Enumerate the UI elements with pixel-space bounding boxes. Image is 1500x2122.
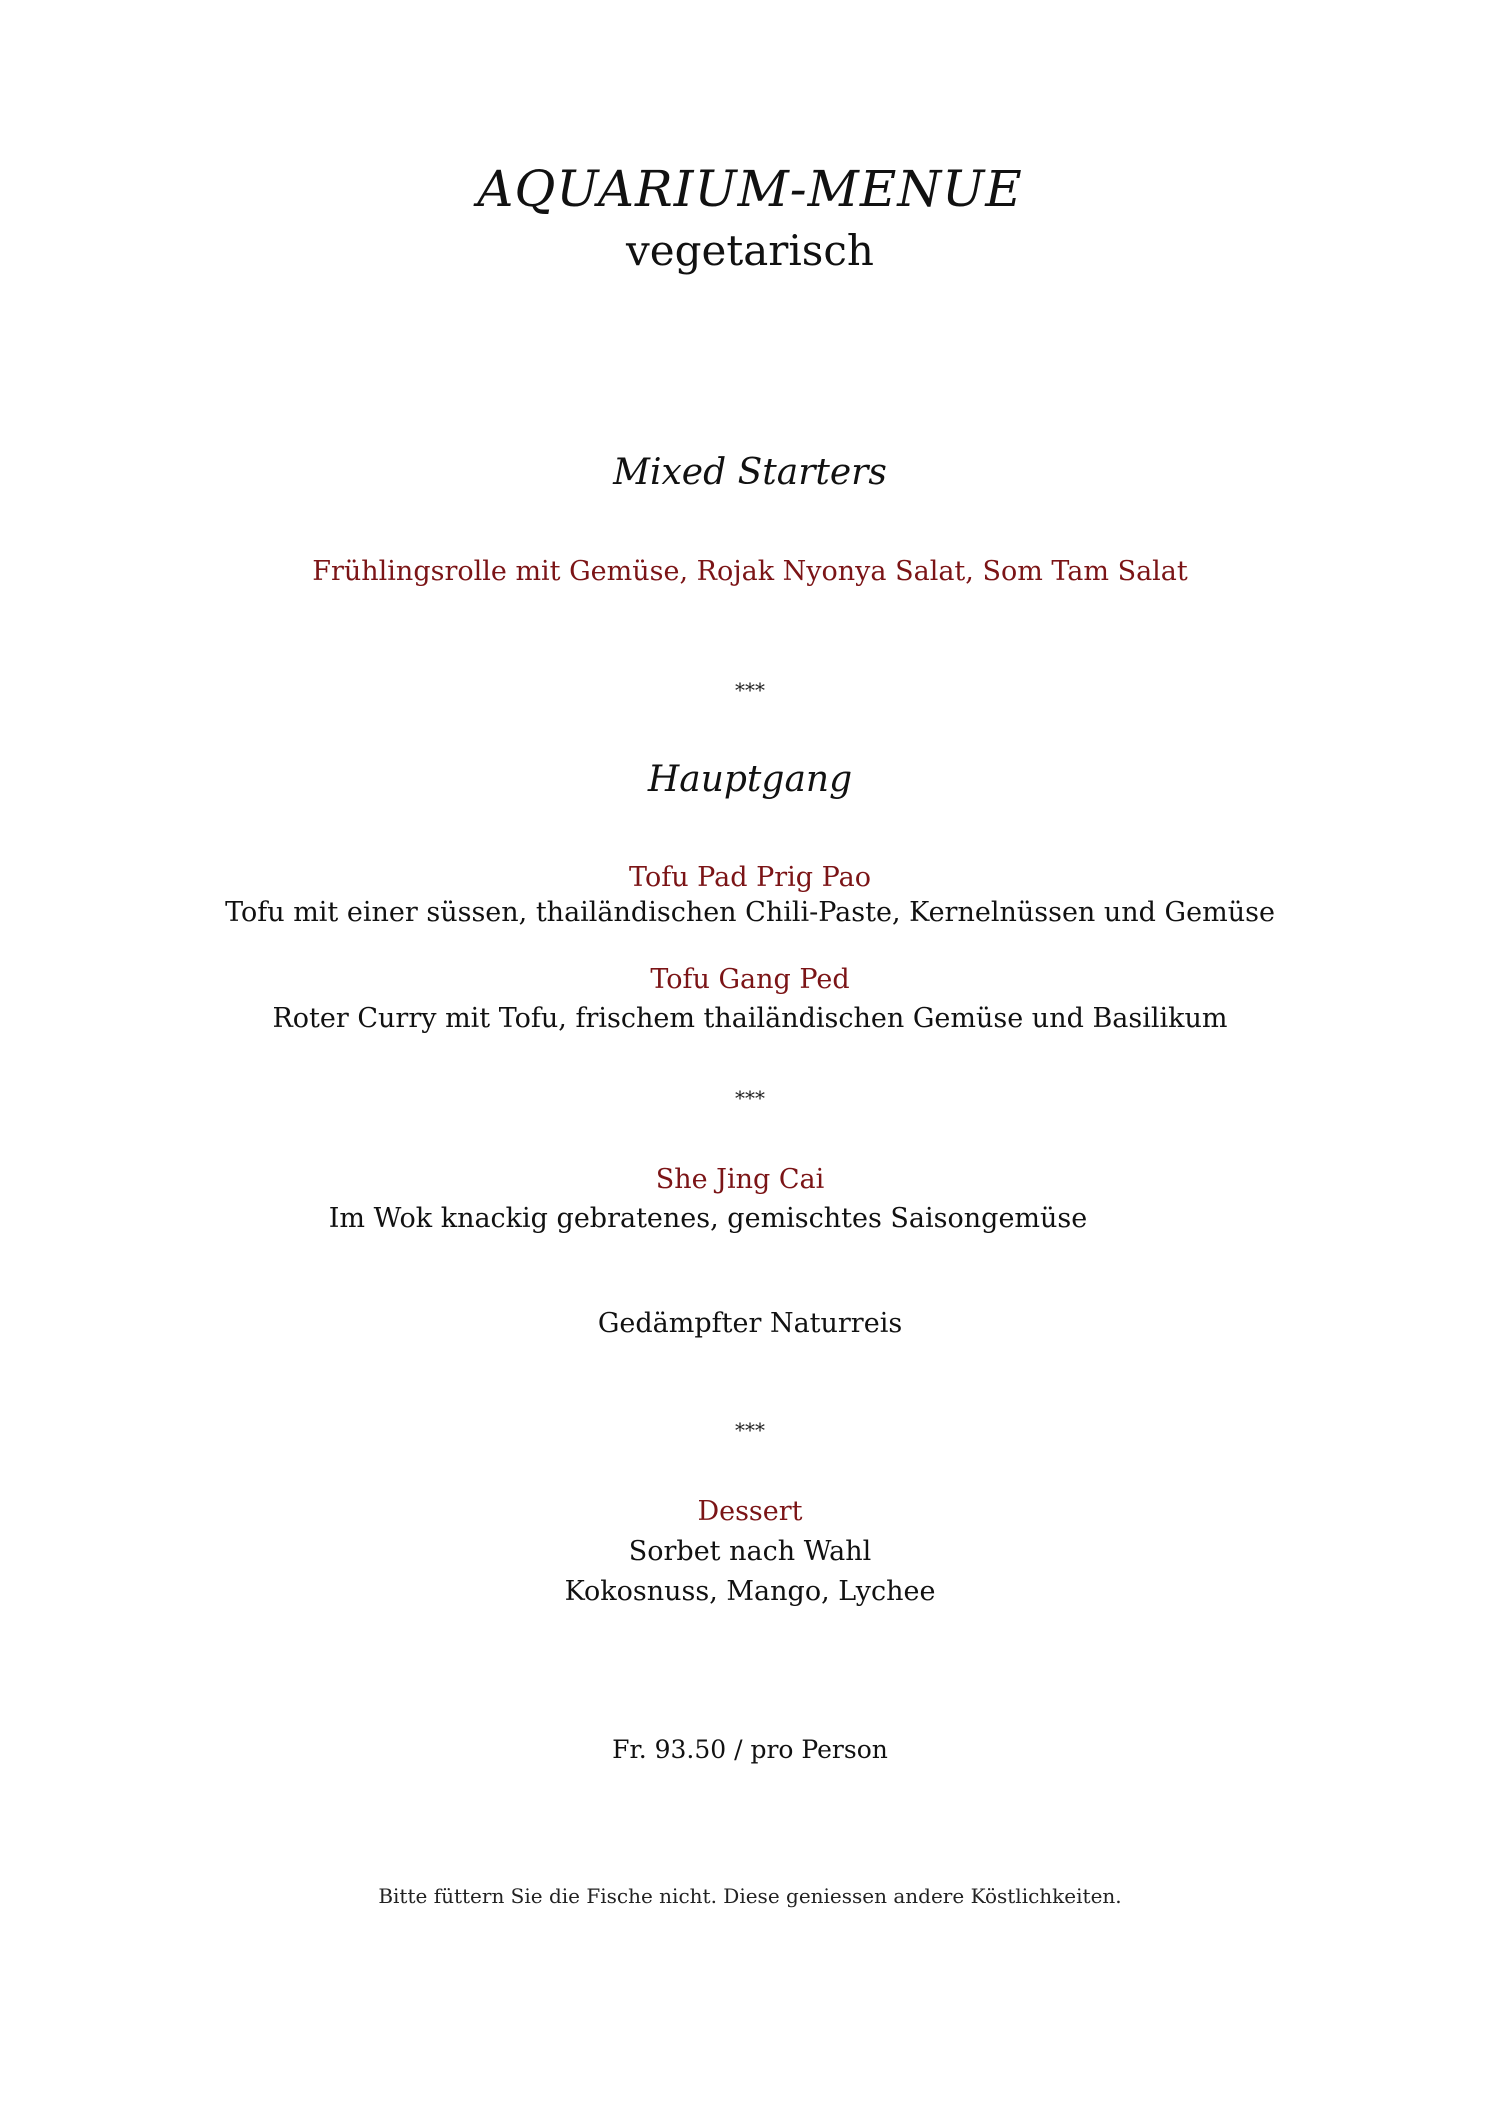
menu-subtitle: vegetarisch	[626, 226, 874, 275]
main-dish-name: Tofu Gang Ped	[650, 964, 850, 995]
side-dish-name: She Jing Cai	[655, 1164, 825, 1195]
price: Fr. 93.50 / pro Person	[612, 1735, 888, 1764]
separator: ***	[735, 1418, 765, 1442]
starters-items: Frühlingsrolle mit Gemüse, Rojak Nyonya Salat, Som Tam Salat	[312, 556, 1188, 587]
separator: ***	[735, 678, 765, 702]
dessert-flavors: Kokosnuss, Mango, Lychee	[564, 1576, 936, 1607]
main-heading: Hauptgang	[647, 759, 853, 800]
separator: ***	[735, 1086, 765, 1110]
dessert-heading: Dessert	[697, 1496, 803, 1527]
main-dish-name: Tofu Pad Prig Pao	[629, 862, 871, 893]
main-dish-description: Roter Curry mit Tofu, frischem thailändischen Gemüse und Basilikum	[272, 1003, 1228, 1034]
dessert-line: Sorbet nach Wahl	[628, 1536, 872, 1567]
rice: Gedämpfter Naturreis	[597, 1308, 903, 1339]
footer-note: Bitte füttern Sie die Fische nicht. Diese geniessen andere Köstlichkeiten.	[378, 1884, 1122, 1908]
main-dish-description: Tofu mit einer süssen, thailändischen Chili-Paste, Kernelnüssen und Gemüse	[225, 897, 1275, 928]
menu-title: AQUARIUM-MENUE	[477, 160, 1023, 218]
starters-heading: Mixed Starters	[613, 452, 887, 493]
side-dish-description: Im Wok knackig gebratenes, gemischtes Saisongemüse	[328, 1203, 1088, 1234]
